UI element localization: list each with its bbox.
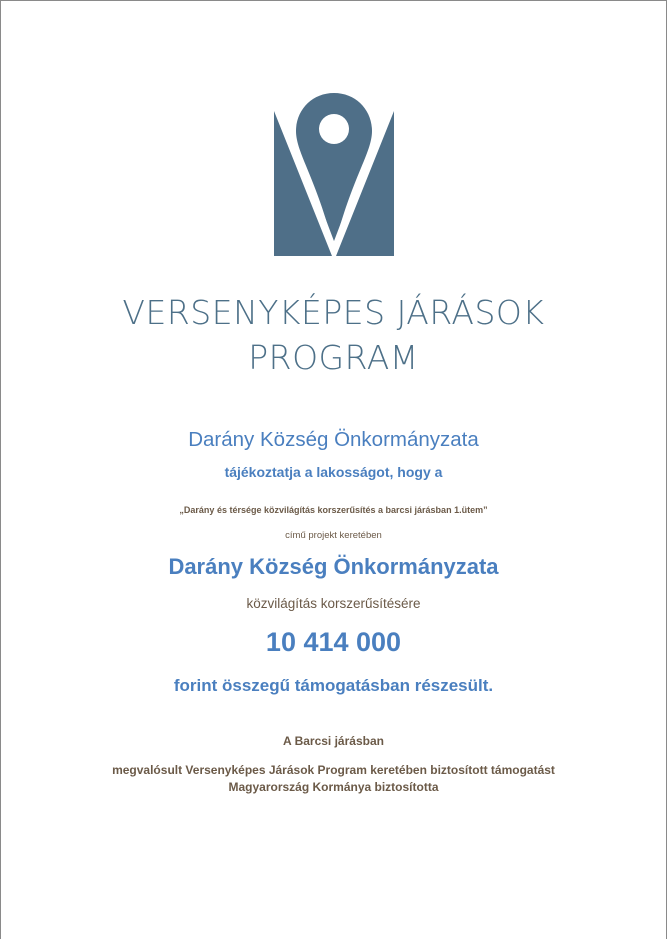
program-title: [0, 290, 667, 380]
support-text: forint összegű támogatásban részesült.: [173, 676, 494, 695]
realized-line: megvalósult Versenyképes Járások Program keretében biztosított támogatást: [112, 763, 555, 777]
project-frame-text: című projekt keretében: [285, 530, 382, 541]
government-line: Magyarország Kormánya biztosította: [228, 780, 439, 794]
district-line: A Barcsi járásban: [283, 734, 384, 748]
inform-line: tájékoztatja a lakosságot, hogy a: [224, 464, 443, 480]
program-title-line-2: PROGRAM: [248, 338, 419, 377]
municipality-name: Darány Község Önkormányzata: [188, 428, 479, 451]
purpose-text: közvilágítás korszerűsítésére: [246, 596, 421, 611]
map-pin-v-logo-icon: [274, 93, 394, 256]
project-name: „Darány és térsége közvilágítás korszerűsítés a barcsi járásban 1.ütem”: [179, 505, 488, 515]
support-amount: 10 414 000: [265, 627, 402, 657]
program-title-line-1: VERSENYKÉPES JÁRÁSOK: [122, 293, 545, 332]
beneficiary-name: Darány Község Önkormányzata: [168, 554, 499, 579]
